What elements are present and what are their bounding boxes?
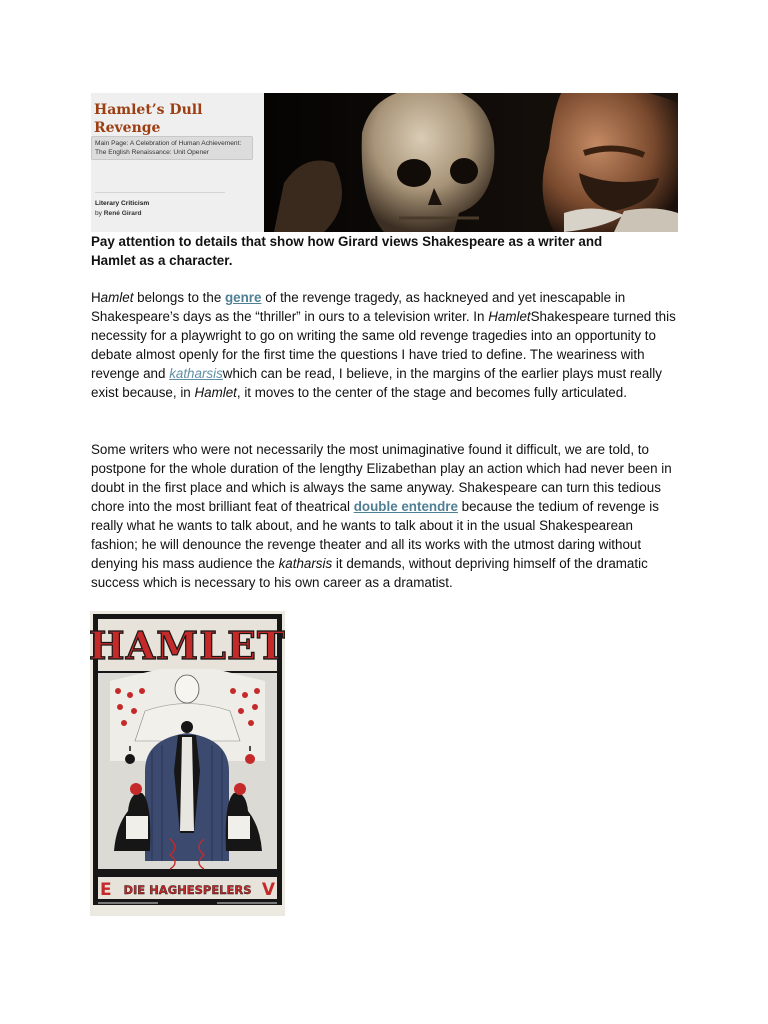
banner-title-line1: Hamlet’s Dull (94, 102, 203, 118)
poster-letter-left: E (100, 880, 112, 900)
katharsis-link[interactable]: katharsis (169, 366, 223, 381)
breadcrumb[interactable]: Main Page: A Celebration of Human Achievement: The English Renaissance: Unit Opener (91, 136, 253, 160)
text-run: belongs to the (133, 290, 225, 305)
text-run: Shakespeare turned this necessity for a playwright to go on writing the same old revenge tragedies into an opportunity to debate almost openly for the first time the questions I have tried to define. The weariness with revenge and (91, 309, 676, 381)
play-title: Hamlet (194, 385, 237, 400)
essay-paragraph-1 (91, 288, 676, 402)
double-entendre-link[interactable]: double entendre (353, 499, 458, 514)
text-run: which can be read, I believe, in the margins of the earlier plays must really exist because, in (91, 366, 662, 400)
poster-illustration (90, 611, 285, 916)
hamlet-skull-photo (264, 93, 678, 232)
text-run: H (91, 290, 101, 305)
play-title: Hamlet (488, 309, 531, 324)
genre-link[interactable]: genre (225, 290, 262, 305)
banner-info-panel (91, 93, 264, 232)
banner-title-line2: Revenge (94, 120, 161, 136)
hamlet-poster-image (90, 611, 285, 916)
essay-paragraph-2 (91, 440, 676, 592)
header-banner (91, 93, 678, 232)
banner-title (94, 101, 259, 137)
text-run: of the revenge tragedy, as hackneyed and yet inescapable in Shakespeare’s days as the “thriller” in ours to a television writer. In (91, 290, 626, 324)
reading-instruction (91, 232, 676, 270)
play-title: amlet (100, 290, 134, 305)
author-name: René Girard (103, 210, 142, 217)
text-run: , it moves to the center of the stage and becomes fully articulated. (236, 385, 627, 400)
term-katharsis: katharsis (278, 556, 333, 571)
section-label: Literary Criticism (95, 200, 150, 207)
instruction-line1: Pay attention to details that show how Girard views Shakespeare as a writer and (91, 234, 603, 249)
skull-photo-illustration (264, 93, 678, 232)
author-line (95, 210, 142, 217)
poster-bottom-text: DIE HAGHESPELERS (123, 883, 252, 897)
instruction-line2: Hamlet as a character. (91, 253, 233, 268)
text-run: it demands, without depriving himself of the dramatic success which is necessary to his own career as a dramatist. (91, 556, 648, 590)
author-prefix: by (95, 210, 104, 217)
text-run: because the tedium of revenge is really what he wants to talk about, and he wants to talk about it in the usual Shakespearean fashion; he will denounce the revenge theater and all its works with the utmost daring without denying his mass audience the (91, 499, 659, 571)
text-run: Some writers who were not necessarily the most unimaginative found it difficult, we are told, to postpone for the whole duration of the lengthy Elizabethan play an action which had never been in doubt in the first place and which is always the same anyway. Shakespeare can turn this tedious chore into the most brilliant feat of theatrical (91, 442, 672, 514)
poster-title: HAMLET (90, 623, 285, 668)
divider (95, 192, 225, 193)
poster-letter-right: V (261, 880, 275, 900)
